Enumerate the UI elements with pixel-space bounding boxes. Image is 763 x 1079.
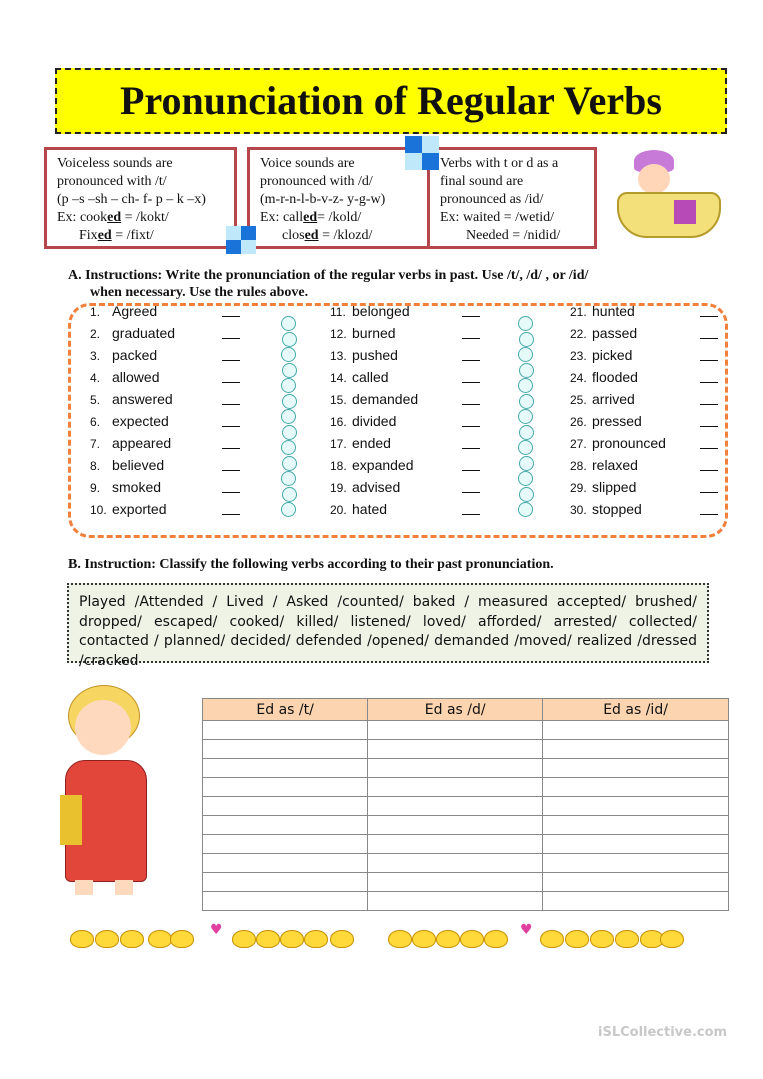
answer-blank[interactable] [222,426,240,427]
table-row [203,835,729,854]
bubble-decoration [281,502,296,517]
verb-item [570,476,763,498]
verb-number: 8. [90,459,101,473]
answer-blank[interactable] [462,492,480,493]
bubble-decoration [518,347,533,362]
section-a-instruction [68,267,588,301]
cell-id[interactable] [543,892,729,911]
decor-square [422,153,439,170]
rule-box-1 [44,147,237,249]
bubble-decoration [518,316,533,331]
answer-blank[interactable] [700,338,718,339]
duck-icon [95,930,119,948]
verb-number: 13. [330,349,347,363]
answer-blank[interactable] [700,448,718,449]
duck-icon [484,930,508,948]
rule-example [260,209,424,227]
heart-icon: ♥ [210,922,223,938]
verb-word: relaxed [592,457,638,473]
rule-example [440,227,584,245]
verb-item [90,498,310,520]
verb-bank: Played /Attended / Lived / Asked /counted/ baked / measured accepted/ brushed/ dropped/ escaped/ cooked/ killed/ listened/ loved/ afforded/ arrested/ collected/ contacted / planned/ decided/ defended /opened/ demanded /moved/ realized /dressed /cracked [67,583,709,663]
rule-example [57,227,224,245]
bubble-decoration [519,332,534,347]
example-part: = /kokt/ [121,210,169,225]
verb-number: 19. [330,481,347,495]
verb-word: picked [592,347,633,363]
example-part: clos [282,228,305,243]
bubble-decoration [281,409,296,424]
duck-icon [460,930,484,948]
decor-square [241,240,256,254]
answer-blank[interactable] [700,404,718,405]
verb-word: smoked [112,479,162,495]
verb-item [570,432,763,454]
watermark: iSLCollective.com [598,1025,728,1040]
verb-item [90,410,310,432]
cell-t[interactable] [203,721,368,740]
answer-blank[interactable] [462,316,480,317]
duck-icon [120,930,144,948]
verb-word: demanded [352,391,419,407]
cell-t[interactable] [203,778,368,797]
example-part: Needed = /nidid/ [466,228,561,243]
duck-icon [280,930,304,948]
verb-number: 24. [570,371,587,385]
verb-number: 21. [570,305,587,319]
verb-number: 5. [90,393,101,407]
verb-word: stopped [592,501,642,517]
verb-word: believed [112,457,165,473]
answer-blank[interactable] [700,426,718,427]
verb-word: appeared [112,435,172,451]
verb-word: packed [112,347,158,363]
duck-icon [148,930,172,948]
cell-d[interactable] [368,721,543,740]
bubble-decoration [519,363,534,378]
verb-word: pushed [352,347,398,363]
rule-line: pronounced with /d/ [260,174,373,189]
bubble-decoration [519,456,534,471]
verb-item [570,366,763,388]
rule-line: pronounced with /t/ [57,174,167,189]
verb-number: 18. [330,459,347,473]
verb-number: 28. [570,459,587,473]
bubble-decoration [282,394,297,409]
cell-d[interactable] [368,892,543,911]
heart-icon: ♥ [520,922,533,938]
answer-blank[interactable] [700,360,718,361]
verb-word: belonged [352,303,410,319]
example-part: = /kold/ [317,210,362,225]
answer-blank[interactable] [222,492,240,493]
cell-d[interactable] [368,759,543,778]
verb-item [570,454,763,476]
rule-line: (m-r-n-l-b-v-z- y-g-w) [260,192,386,207]
verb-number: 14. [330,371,347,385]
verb-item [330,498,550,520]
example-part: ed [303,210,318,225]
cell-d[interactable] [368,854,543,873]
verb-word: burned [352,325,396,341]
bubble-decoration [518,471,533,486]
verb-word: expanded [352,457,414,473]
verb-item [90,476,310,498]
cell-t[interactable] [203,873,368,892]
verb-item [330,410,550,432]
verb-item [90,454,310,476]
decor-square [226,226,241,240]
verb-item [330,344,550,366]
verb-item [570,498,763,520]
verb-number: 15. [330,393,347,407]
rule-example [260,227,424,245]
answer-blank[interactable] [222,360,240,361]
cell-d[interactable] [368,797,543,816]
verb-word: ended [352,435,391,451]
verb-number: 10. [90,503,107,517]
example-part: ed [107,210,122,225]
duck-icon [660,930,684,948]
decor-square [226,240,241,254]
verb-word: flooded [592,369,638,385]
rule-line: final sound are [440,174,524,189]
cell-t[interactable] [203,797,368,816]
example-part: Fix [79,228,98,243]
bubble-decoration [281,378,296,393]
bubble-decoration [282,425,297,440]
verb-item [90,300,310,322]
verb-number: 6. [90,415,101,429]
bubble-decoration [518,440,533,455]
bubble-decoration [281,440,296,455]
bubble-decoration [518,378,533,393]
answer-blank[interactable] [222,404,240,405]
table-row [203,873,729,892]
answer-blank[interactable] [700,316,718,317]
answer-blank[interactable] [700,470,718,471]
verb-number: 7. [90,437,101,451]
bubble-decoration [281,471,296,486]
verb-number: 9. [90,481,101,495]
bubble-decoration [282,363,297,378]
answer-blank[interactable] [462,360,480,361]
page-title: Pronunciation of Regular Verbs [55,68,727,134]
verb-number: 20. [330,503,347,517]
cell-t[interactable] [203,835,368,854]
verb-item [330,388,550,410]
instruction-line-2: when necessary. Use the rules above. [90,285,309,300]
cell-t[interactable] [203,892,368,911]
verb-item [570,410,763,432]
bubble-decoration [519,487,534,502]
verb-word: hated [352,501,388,517]
bubble-decoration [518,502,533,517]
cell-d[interactable] [368,835,543,854]
duck-icon [412,930,436,948]
verb-number: 23. [570,349,587,363]
header-t: Ed as /t/ [203,699,368,721]
verb-item [90,344,310,366]
cell-t[interactable] [203,740,368,759]
bubble-decoration [282,487,297,502]
decor-square [422,136,439,153]
example-part: ed [304,228,319,243]
cell-t[interactable] [203,854,368,873]
bubble-decoration [281,316,296,331]
verb-word: expected [112,413,169,429]
verb-word: graduated [112,325,176,341]
bubble-decoration [519,425,534,440]
answer-blank[interactable] [700,492,718,493]
cell-id[interactable] [543,816,729,835]
decor-square [241,226,256,240]
bubble-decoration [281,347,296,362]
verb-word: answered [112,391,173,407]
rule-line: pronounced as /id/ [440,192,544,207]
decor-square [405,136,422,153]
verb-word: pronounced [592,435,666,451]
verb-word: allowed [112,369,160,385]
rule-line: Verbs with t or d as a [440,156,559,171]
cell-t[interactable] [203,816,368,835]
verb-number: 26. [570,415,587,429]
rule-example [440,209,584,227]
decor-square [405,153,422,170]
verb-number: 30. [570,503,587,517]
verb-item [90,366,310,388]
cell-id[interactable] [543,721,729,740]
cell-d[interactable] [368,873,543,892]
table-row [203,759,729,778]
verb-item [570,344,763,366]
cell-id[interactable] [543,835,729,854]
example-part: Ex: call [260,210,304,225]
cell-d[interactable] [368,778,543,797]
verb-item [90,322,310,344]
rule-example [57,209,224,227]
verb-number: 16. [330,415,347,429]
section-b-instruction: B. Instruction: Classify the following verbs according to their past pronunciation. [68,557,554,572]
answer-blank[interactable] [222,316,240,317]
answer-blank[interactable] [462,404,480,405]
verb-number: 12. [330,327,347,341]
duck-icon [70,930,94,948]
verb-word: advised [352,479,401,495]
answer-blank[interactable] [462,448,480,449]
cell-id[interactable] [543,797,729,816]
duck-icon [170,930,194,948]
answer-blank[interactable] [222,338,240,339]
answer-blank[interactable] [462,426,480,427]
answer-blank[interactable] [462,338,480,339]
bathtub-child-illustration [612,150,722,240]
verb-item [570,322,763,344]
verb-number: 2. [90,327,101,341]
duck-icon [330,930,354,948]
verb-word: passed [592,325,638,341]
verb-item [330,476,550,498]
duck-icon [590,930,614,948]
example-part: = /klozd/ [318,228,373,243]
verb-item [330,366,550,388]
example-part: ed [97,228,112,243]
verb-number: 25. [570,393,587,407]
table-row [203,797,729,816]
verb-number: 22. [570,327,587,341]
verb-number: 11. [330,305,346,319]
example-part: Ex: waited = /wetid/ [440,210,555,225]
verb-number: 29. [570,481,587,495]
rule-line: Voice sounds are [260,156,355,171]
verb-number: 17. [330,437,347,451]
answer-blank[interactable] [700,514,718,515]
boy-in-bathrobe-illustration [40,685,175,900]
table-row [203,816,729,835]
cell-id[interactable] [543,854,729,873]
rule-box-3 [427,147,597,249]
cell-id[interactable] [543,759,729,778]
table-row [203,721,729,740]
verb-item [90,388,310,410]
verb-word: divided [352,413,397,429]
answer-blank[interactable] [462,514,480,515]
verb-word: slipped [592,479,637,495]
verb-item [330,432,550,454]
duck-icon [615,930,639,948]
verb-word: arrived [592,391,635,407]
table-row [203,778,729,797]
cell-d[interactable] [368,740,543,759]
verb-word: exported [112,501,167,517]
header-id: Ed as /id/ [543,699,729,721]
answer-blank[interactable] [222,514,240,515]
example-part: Ex: cook [57,210,108,225]
duck-icon [436,930,460,948]
table-row [203,854,729,873]
instruction-line-1: A. Instructions: Write the pronunciation of the regular verbs in past. Use /t/, /d/ , or /id/ [68,268,589,283]
rule-line: Voiceless sounds are [57,156,173,171]
duck-icon [388,930,412,948]
verb-item [90,432,310,454]
verb-item [330,300,550,322]
answer-blank[interactable] [462,382,480,383]
bubble-decoration [282,332,297,347]
table-row [203,740,729,759]
cell-id[interactable] [543,740,729,759]
cell-id[interactable] [543,873,729,892]
duck-icon [232,930,256,948]
answer-blank[interactable] [462,470,480,471]
verb-item [570,388,763,410]
verb-item [330,454,550,476]
cell-id[interactable] [543,778,729,797]
verb-word: called [352,369,389,385]
example-part: = /fixt/ [111,228,154,243]
bubble-decoration [519,394,534,409]
verb-word: hunted [592,303,635,319]
bubble-decoration [282,456,297,471]
verb-number: 1. [90,305,101,319]
header-d: Ed as /d/ [368,699,543,721]
duck-icon [540,930,564,948]
verb-number: 4. [90,371,101,385]
cell-d[interactable] [368,816,543,835]
duck-icon [304,930,328,948]
verb-word: Agreed [112,303,158,319]
duck-icon [565,930,589,948]
rule-line: (p –s –sh – ch- f- p – k –x) [57,192,206,207]
answer-blank[interactable] [222,448,240,449]
answer-blank[interactable] [222,382,240,383]
verb-item [330,322,550,344]
answer-blank[interactable] [222,470,240,471]
cell-t[interactable] [203,759,368,778]
verb-number: 27. [570,437,587,451]
answer-blank[interactable] [700,382,718,383]
verb-number: 3. [90,349,101,363]
table-row [203,892,729,911]
verb-word: pressed [592,413,642,429]
duck-icon [256,930,280,948]
classification-table [202,698,729,911]
verb-item [570,300,763,322]
bubble-decoration [518,409,533,424]
